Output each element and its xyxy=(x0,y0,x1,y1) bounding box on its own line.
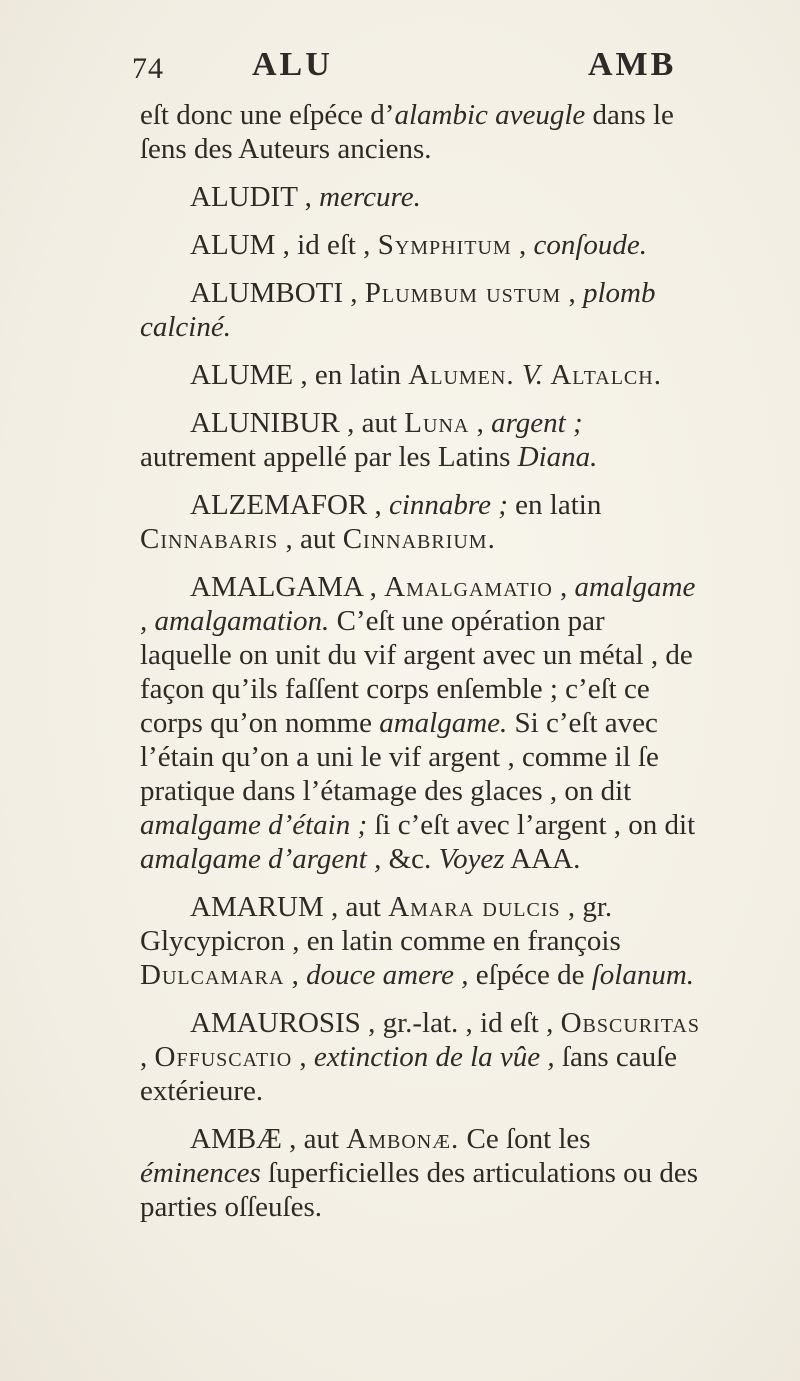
entry-text: Alumen. xyxy=(408,359,515,391)
entry-text: Obscuritas xyxy=(560,1007,700,1039)
entry-text: , aut xyxy=(323,891,389,923)
entry-text: , aut xyxy=(339,407,405,439)
entry-text: Symphitum xyxy=(377,229,512,261)
entry-text: , xyxy=(362,571,385,603)
entry-text: alambic aveugle xyxy=(394,99,586,131)
entry-text: Plumbum ustum xyxy=(364,277,562,309)
entry-text: V. xyxy=(521,359,544,391)
entry-text: plomb calciné. xyxy=(140,277,656,343)
entry-text: autrement appellé par les Latins xyxy=(140,441,518,473)
entry-text: eſt donc une eſpéce d’ xyxy=(140,99,395,131)
entry-headword: ALUMBOTI xyxy=(190,277,344,309)
dictionary-entry xyxy=(140,1006,700,1108)
entry-text: &c. xyxy=(381,843,439,875)
entry-headword: ALUNIBUR xyxy=(190,407,340,439)
entry-text: , xyxy=(469,407,492,439)
entry-text: dans le ſens des Auteurs anciens. xyxy=(140,99,674,165)
header-left-word: ALU xyxy=(252,46,333,83)
entry-text: amalgame , amalgamation. xyxy=(140,571,696,637)
dictionary-entry xyxy=(140,180,700,214)
entry-text: Ambonæ. xyxy=(346,1123,460,1155)
dictionary-entry xyxy=(140,406,700,474)
entry-text: amalgame d’argent , xyxy=(140,843,382,875)
entry-headword: ALUDIT xyxy=(190,181,298,213)
dictionary-entry xyxy=(140,1122,700,1224)
entry-text: , xyxy=(367,489,389,521)
entry-text: Cinnabrium. xyxy=(342,523,496,555)
entry-text: Cinnabaris xyxy=(140,523,279,555)
entry-headword: AMBÆ xyxy=(190,1123,282,1155)
entry-text: Voyez xyxy=(438,843,505,875)
entry-text: Altalch. xyxy=(550,359,662,391)
entry-headword: AMAUROSIS xyxy=(190,1007,361,1039)
entry-text: extinction de la vûe , xyxy=(313,1041,555,1073)
entry-text: , xyxy=(284,959,307,991)
entry-text: Diana. xyxy=(517,441,598,473)
entry-text: , xyxy=(561,277,583,309)
entry-text: C’eſt une opération par laquelle on unit du vif argent avec un métal , de façon qu’ils faſſent corps enſemble ; c’eſt ce corps qu’on nomme xyxy=(140,605,693,739)
entry-text: douce amere , xyxy=(306,959,469,991)
entry-text: en latin xyxy=(507,489,602,521)
page-number: 74 xyxy=(132,52,164,85)
entry-text: mercure. xyxy=(319,181,421,213)
entry-text: , xyxy=(552,571,575,603)
entry-text: , xyxy=(511,229,534,261)
entry-text: , xyxy=(292,1041,314,1073)
entry-text: , id eſt , xyxy=(275,229,378,261)
entry-text: argent ; xyxy=(491,407,583,439)
entry-headword: ALUM xyxy=(190,229,276,261)
entry-headword: ALUME xyxy=(190,359,294,391)
entry-text: , gr.-lat. , id eſt , xyxy=(360,1007,561,1039)
entry-text: , xyxy=(297,181,320,213)
header-right-word: AMB xyxy=(588,46,677,83)
entry-headword: ALZEMAFOR xyxy=(190,489,368,521)
entry-text: , en latin xyxy=(293,359,409,391)
entry-text: Offuscatio xyxy=(154,1041,293,1073)
entry-text: Amalgamatio xyxy=(384,571,553,603)
entry-text: conſoude. xyxy=(533,229,648,261)
entry-text xyxy=(515,359,522,391)
entry-text: ſi c’eſt avec l’argent , on dit xyxy=(367,809,696,841)
entry-text: ſans cauſe extérieure. xyxy=(140,1041,678,1107)
entry-text: ſuperficielles des articulations ou des parties oſſeuſes. xyxy=(140,1157,699,1223)
entry-text: ſolanum. xyxy=(591,959,695,991)
dictionary-text xyxy=(140,98,700,1238)
entry-text: , xyxy=(140,1041,155,1073)
entry-headword: AMALGAMA xyxy=(190,571,363,603)
entry-text: , aut xyxy=(278,523,343,555)
dictionary-entry xyxy=(140,228,700,262)
entry-text: Dulcamara xyxy=(140,959,285,991)
dictionary-entry xyxy=(140,570,700,876)
entry-text: AAA. xyxy=(504,843,581,875)
entry-text: Ce ſont les xyxy=(459,1123,591,1155)
entry-text: , aut xyxy=(281,1123,347,1155)
entry-headword: AMARUM xyxy=(190,891,324,923)
entry-text: , xyxy=(343,277,365,309)
entry-text: Amara dulcis xyxy=(388,891,561,923)
dictionary-entry xyxy=(140,358,700,392)
entry-text: amalgame d’étain ; xyxy=(140,809,368,841)
entry-text: , gr. Glycypicron , en latin comme en françois xyxy=(140,891,621,957)
continued-paragraph xyxy=(140,98,700,166)
dictionary-entry xyxy=(140,488,700,556)
entry-text: éminences xyxy=(140,1157,261,1189)
entry-text: Luna xyxy=(404,407,470,439)
entry-text: eſpéce de xyxy=(468,959,592,991)
entry-text: Si c’eſt avec l’étain qu’on a uni le vif argent , comme il ſe pratique dans l’étamage des glaces , on dit xyxy=(140,707,659,807)
entry-text: amalgame. xyxy=(379,707,508,739)
entry-text: cinnabre ; xyxy=(388,489,508,521)
dictionary-entry xyxy=(140,276,700,344)
dictionary-entry xyxy=(140,890,700,992)
running-header xyxy=(132,46,692,96)
